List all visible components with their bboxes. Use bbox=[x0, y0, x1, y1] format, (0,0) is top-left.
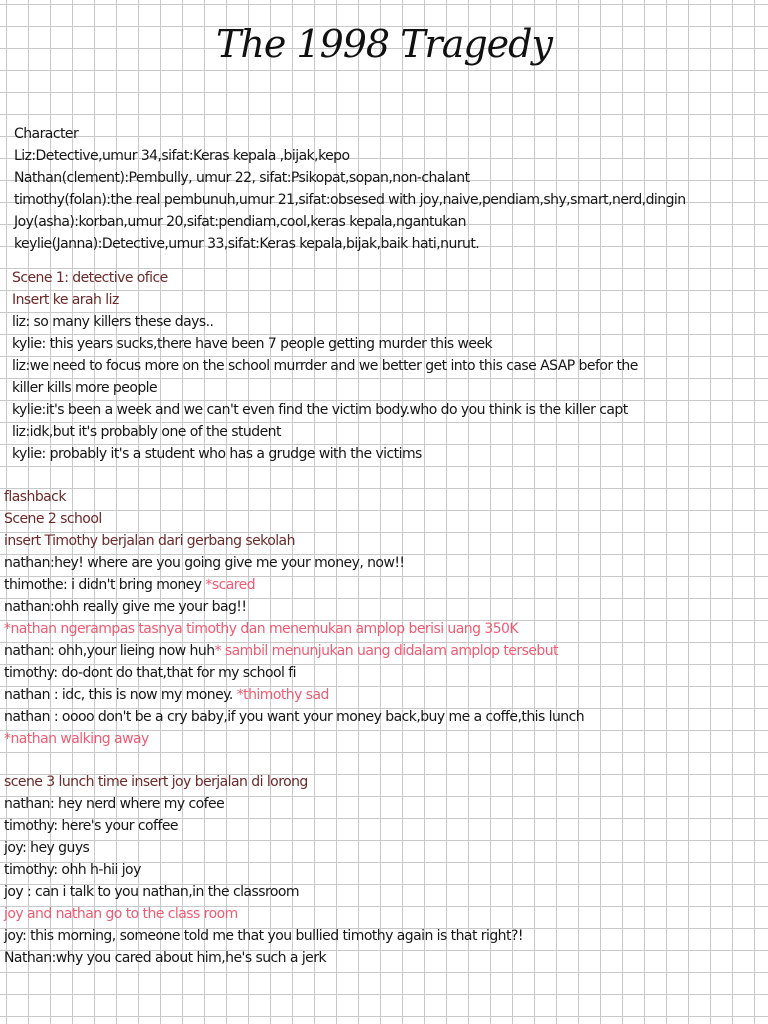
character-line: timothy(folan):the real pembunuh,umur 21,sifat:obsesed with joy,naive,pendiam,shy,smart,nerd,dingin bbox=[14, 192, 686, 208]
dialogue-text: nathan : idc, this is now my money. bbox=[4, 687, 237, 703]
dialogue-line bbox=[4, 575, 255, 595]
stage-note: *nathan walking away bbox=[4, 731, 149, 747]
character-line: Joy(asha):korban,umur 20,sifat:pendiam,cool,keras kepala,ngantukan bbox=[14, 214, 466, 230]
document-title: The 1998 Tragedy bbox=[216, 22, 552, 66]
character-line: Nathan(clement):Pembully, umur 22, sifat:Psikopat,sopan,non-chalant bbox=[14, 170, 470, 186]
character-heading: Character bbox=[14, 126, 79, 142]
dialogue-line: kylie: this years sucks,there have been 7 people getting murder this week bbox=[12, 336, 493, 352]
character-line: keylie(Janna):Detective,umur 33,sifat:Keras kepala,bijak,baik hati,nurut. bbox=[14, 236, 480, 252]
dialogue-line: liz:we need to focus more on the school murrder and we better get into this case ASAP befor the bbox=[12, 358, 638, 374]
dialogue-line: timothy: do-dont do that,that for my school fi bbox=[4, 665, 296, 681]
dialogue-line: nathan:ohh really give me your bag!! bbox=[4, 599, 247, 615]
dialogue-line: timothy: here's your coffee bbox=[4, 818, 178, 834]
scene-direction: insert Timothy berjalan dari gerbang sekolah bbox=[4, 533, 295, 549]
dialogue-line: Nathan:why you cared about him,he's such a jerk bbox=[4, 950, 326, 966]
scene-heading: Scene 1: detective ofice bbox=[12, 270, 168, 286]
dialogue-text: thimothe: i didn't bring money bbox=[4, 577, 206, 593]
dialogue-line: nathan:hey! where are you going give me your money, now!! bbox=[4, 555, 405, 571]
dialogue-line bbox=[4, 641, 558, 661]
scene-heading: Scene 2 school bbox=[4, 511, 102, 527]
flashback-label: flashback bbox=[4, 489, 66, 505]
dialogue-line: kylie:it's been a week and we can't even find the victim body.who do you think is the killer capt bbox=[12, 402, 628, 418]
dialogue-line: liz: so many killers these days.. bbox=[12, 314, 214, 330]
stage-note: joy and nathan go to the class room bbox=[4, 906, 238, 922]
dialogue-line: joy : can i talk to you nathan,in the classroom bbox=[4, 884, 299, 900]
dialogue-line: liz:idk,but it's probably one of the student bbox=[12, 424, 281, 440]
dialogue-line: timothy: ohh h-hii joy bbox=[4, 862, 141, 878]
dialogue-line: killer kills more people bbox=[12, 380, 158, 396]
stage-note: *thimothy sad bbox=[236, 687, 329, 703]
dialogue-line: joy: hey guys bbox=[4, 840, 90, 856]
scene-heading: scene 3 lunch time insert joy berjalan di lorong bbox=[4, 774, 308, 790]
dialogue-line: nathan: hey nerd where my cofee bbox=[4, 796, 225, 812]
stage-note: *scared bbox=[205, 577, 256, 593]
stage-note: * sambil menunjukan uang didalam amplop tersebut bbox=[214, 643, 558, 659]
scene-direction: Insert ke arah liz bbox=[12, 292, 119, 308]
stage-note: *nathan ngerampas tasnya timothy dan menemukan amplop berisi uang 350K bbox=[4, 621, 519, 637]
dialogue-line bbox=[4, 685, 329, 705]
dialogue-line: joy: this morning, someone told me that you bullied timothy again is that right?! bbox=[4, 928, 523, 944]
dialogue-line: nathan : oooo don't be a cry baby,if you want your money back,buy me a coffe,this lunch bbox=[4, 709, 585, 725]
character-line: Liz:Detective,umur 34,sifat:Keras kepala ,bijak,kepo bbox=[14, 148, 350, 164]
dialogue-text: nathan: ohh,your lieing now huh bbox=[4, 643, 215, 659]
dialogue-line: kylie: probably it's a student who has a grudge with the victims bbox=[12, 446, 422, 462]
